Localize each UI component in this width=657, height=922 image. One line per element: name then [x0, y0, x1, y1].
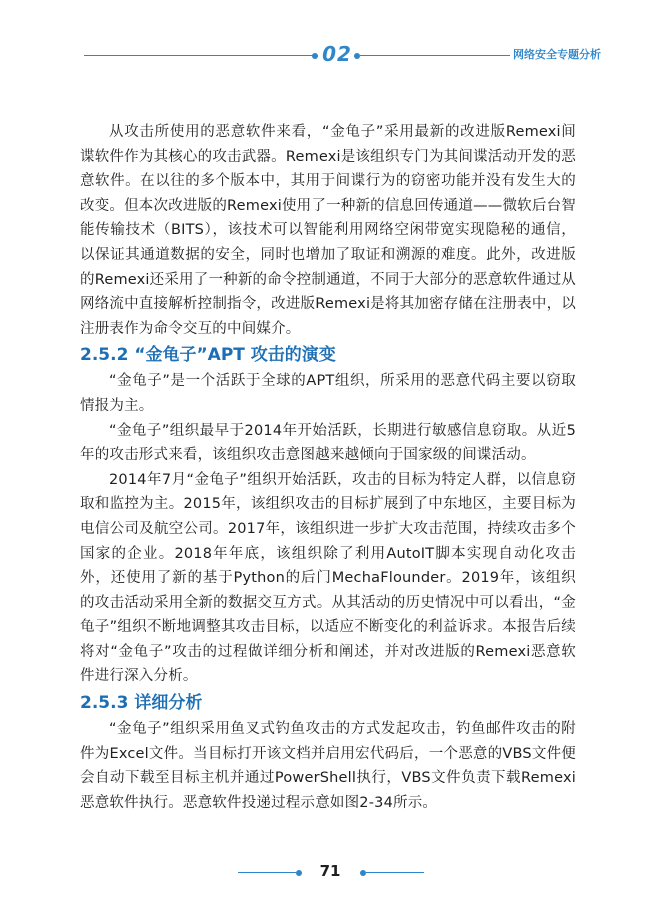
footer-rule-left	[238, 872, 296, 873]
footer-rule-right	[366, 872, 424, 873]
header-dot-left	[312, 53, 318, 59]
chapter-number: 02	[322, 42, 352, 66]
page-number: 71	[319, 862, 341, 880]
page-header	[0, 40, 657, 70]
paragraph-apt-intro: “金龟子”是一个活跃于全球的APT组织，所采用的恶意代码主要以窃取情报为主。	[80, 373, 576, 414]
header-rule-right	[360, 55, 510, 56]
heading-apt-evolution: 2.5.2 “金龟子”APT 攻击的演变	[80, 345, 336, 366]
paragraph-apt-timeline: 2014年7月“金龟子”组织开始活跃，攻击的目标为特定人群，以信息窃取和监控为主。2015年，该组织攻击的目标扩展到了中东地区，主要目标为电信公司及航空公司。2017年，该组织进一步扩大攻击范围，持续攻击多个国家的企业。2018年年底，该组织除了利用AutoIT脚本实现自动化攻击外，还使用了新的基于Python的后门MechaFlounder。2019年，该组织的攻击活动采用全新的数据交互方式。从其活动的历史情况中可以看出，“金龟子”组织不断地调整其攻击目标，以适应不断变化的利益诉求。本报告后续将对“金龟子”攻击的过程做详细分析和阐述，并对改进版的Remexi恶意软件进行深入分析。	[80, 471, 576, 685]
page-footer	[0, 862, 657, 884]
paragraph-malware-overview: 从攻击所使用的恶意软件来看，“金龟子”采用最新的改进版Remexi间谍软件作为其核心的攻击武器。Remexi是该组织专门为其间谍活动开发的恶意软件。在以往的多个版本中，其用于间谍行为的窃密功能并没有发生大的改变。但本次改进版的Remexi使用了一种新的信息回传通道——微软后台智能传输技术（BITS），该技术可以智能利用网络空闲带宽实现隐秘的通信，以保证其通道数据的安全，同时也增加了取证和溯源的难度。此外，改进版的Remexi还采用了一种新的命令控制通道，不同于大部分的恶意软件通过从网络流中直接解析控制指令，改进版Remexi是将其加密存储在注册表中，以注册表作为命令交互的中间媒介。	[80, 124, 576, 337]
header-rule-left	[84, 55, 316, 56]
section-label: 网络安全专题分析	[513, 48, 601, 61]
page-body	[80, 120, 576, 815]
paragraph-attack-delivery: “金龟子”组织采用鱼叉式钓鱼攻击的方式发起攻击，钓鱼邮件攻击的附件为Excel文件。当目标打开该文档并启用宏代码后，一个恶意的VBS文件便会自动下载至目标主机并通过PowerShell执行，VBS文件负责下载Remexi恶意软件执行。恶意软件投递过程示意如图2-34所示。	[80, 721, 576, 811]
heading-detailed-analysis: 2.5.3 详细分析	[80, 693, 203, 714]
footer-dot-left	[296, 870, 302, 876]
paragraph-apt-activity: “金龟子”组织最早于2014年开始活跃，长期进行敏感信息窃取。从近5年的攻击形式来看，该组织攻击意图越来越倾向于国家级的间谍活动。	[80, 422, 576, 464]
